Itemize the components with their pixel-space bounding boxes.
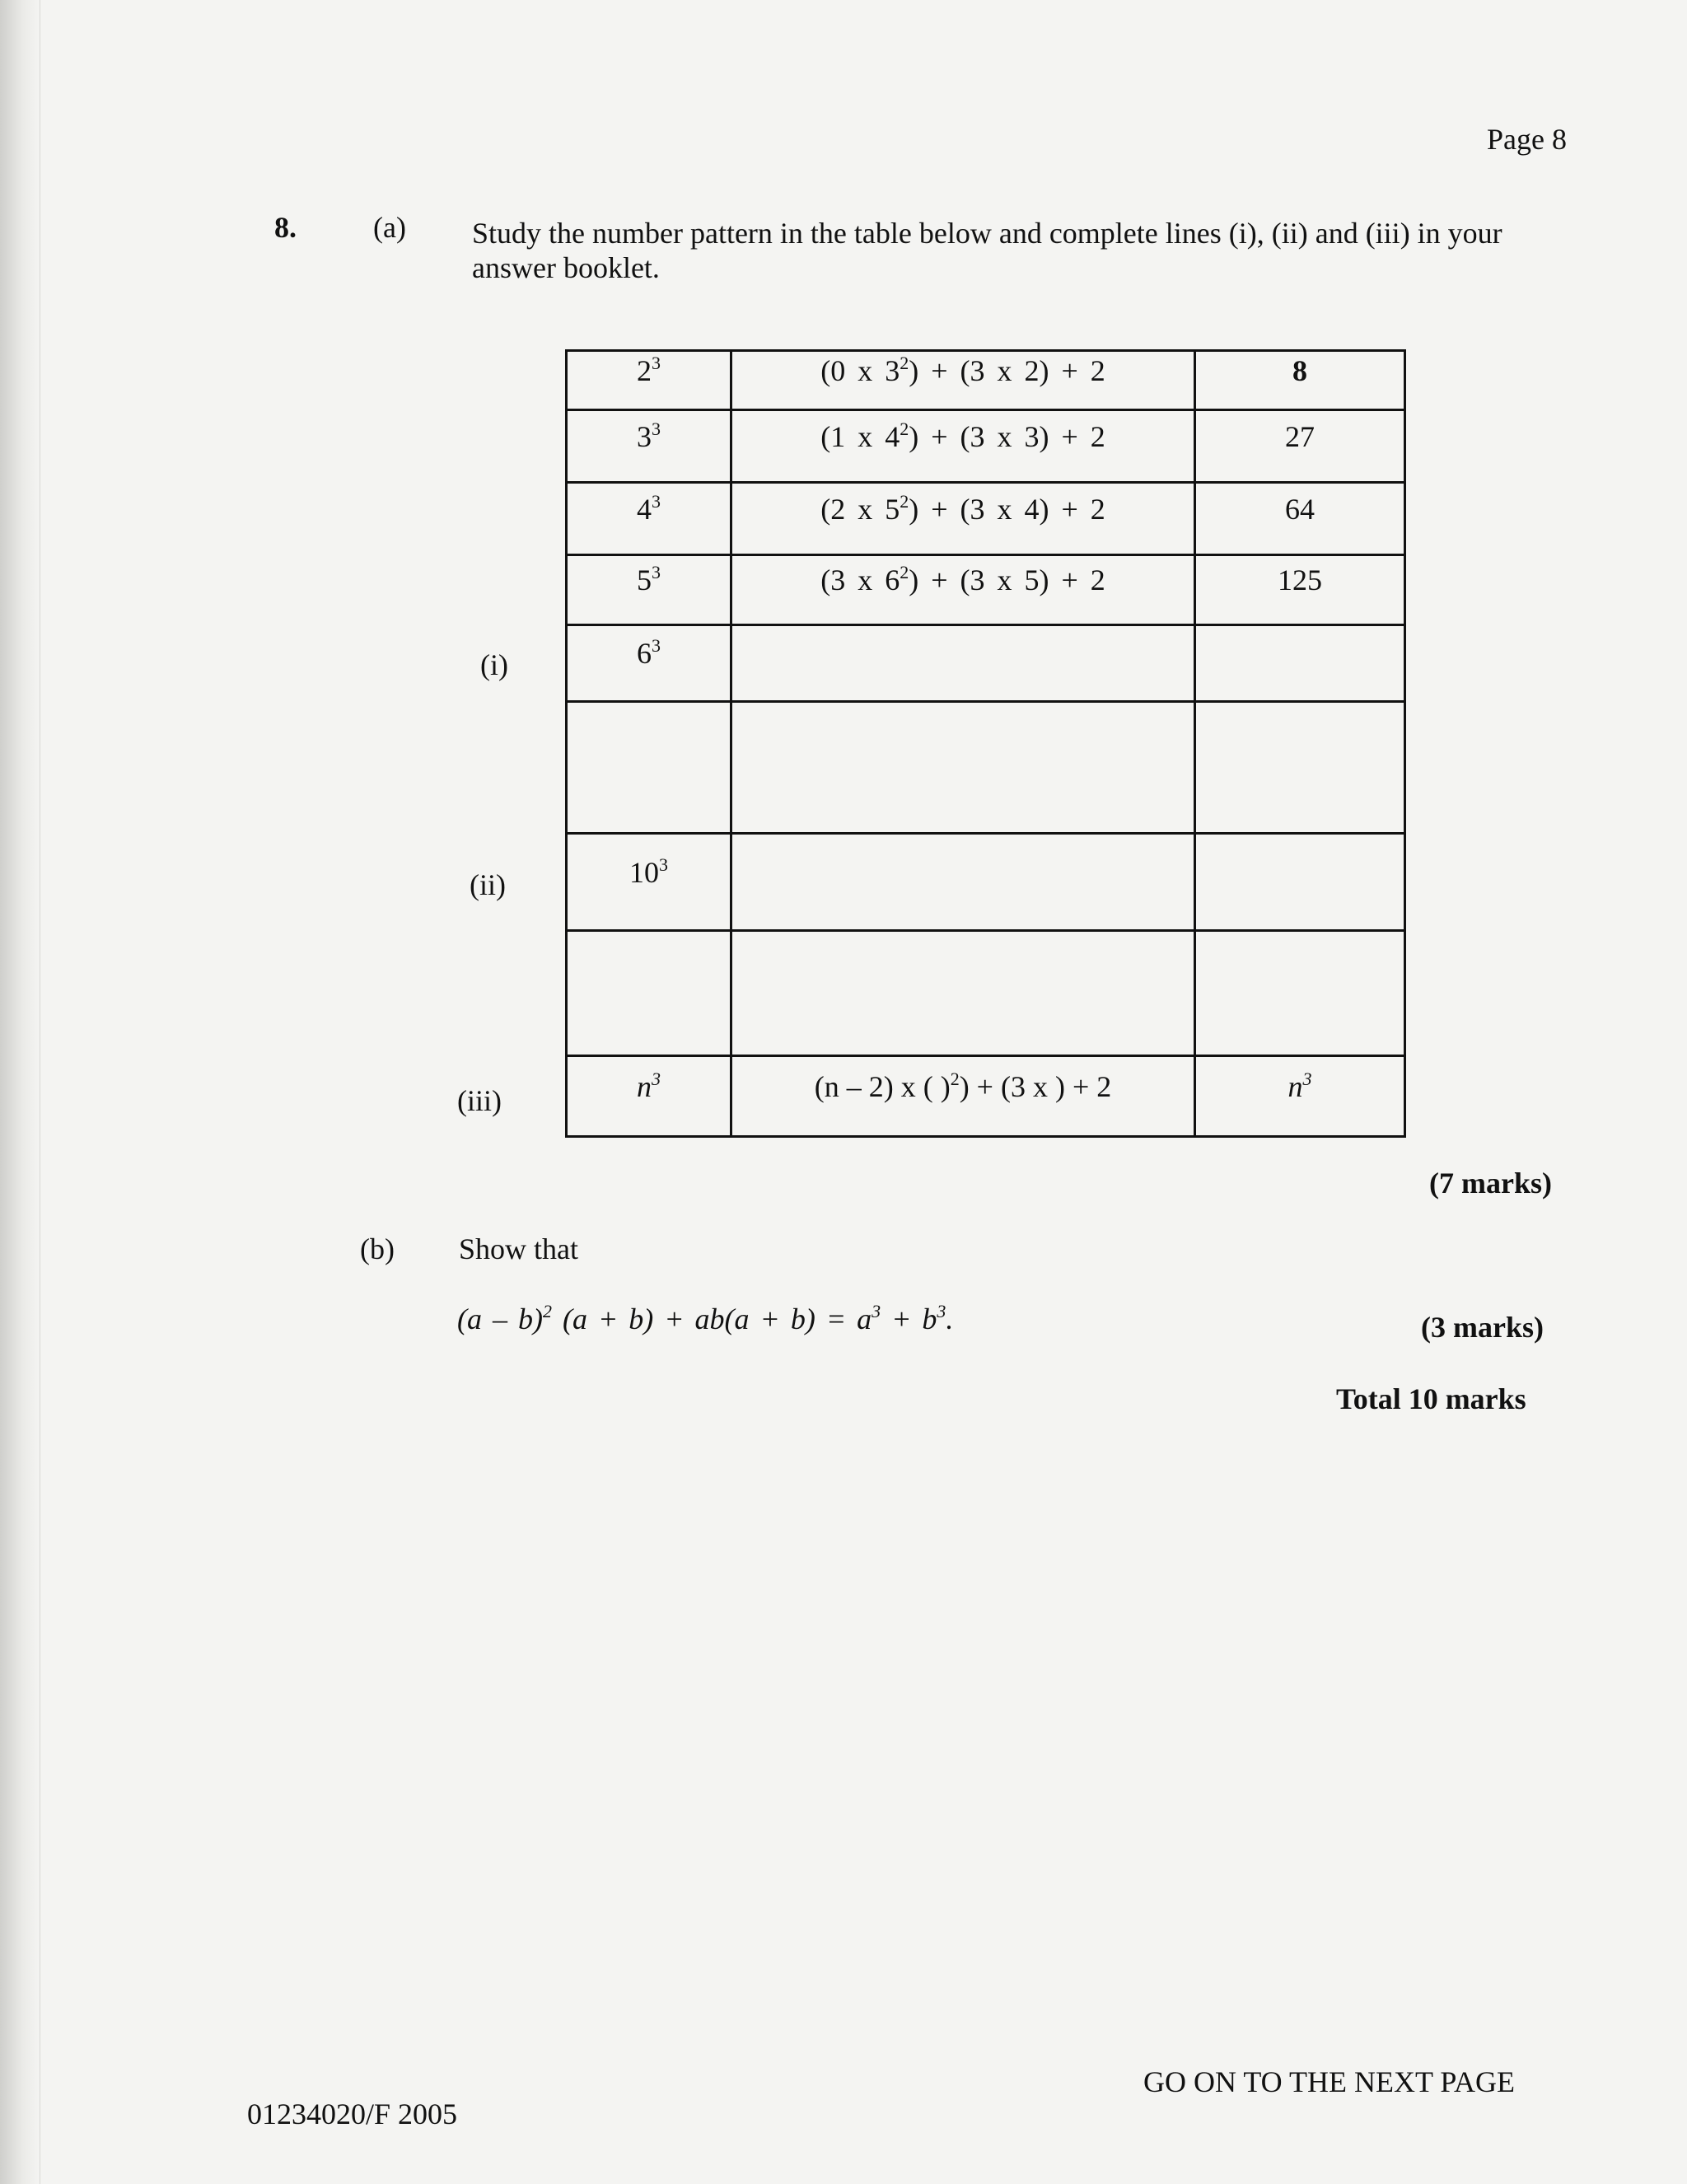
- blank-cell: [567, 702, 731, 834]
- table-row-iii: [567, 1056, 1405, 1137]
- blank-expression-cell: [731, 834, 1195, 931]
- table-row-ii: [567, 834, 1405, 931]
- marks-part-a: (7 marks): [1429, 1167, 1552, 1200]
- instruction-text: Study the number pattern in the table below and complete lines (i), (ii) and (iii) in your answer booklet.: [472, 217, 1502, 284]
- expression-cell: (3 x $6^2) + (3$ x 5) + 2: [731, 555, 1195, 625]
- result-cell: $n^3$: [1195, 1056, 1405, 1137]
- cube-cell: $10^3$: [567, 834, 731, 931]
- blank-cell: [731, 931, 1195, 1056]
- result-cell: 125: [1195, 555, 1405, 625]
- blank-cell: [731, 702, 1195, 834]
- cube-cell: $n^3$: [567, 1056, 731, 1137]
- blank-cell: [567, 931, 731, 1056]
- cube-cell: $3^3$: [567, 410, 731, 483]
- page-number: Page 8: [1487, 123, 1567, 156]
- table-row-i: [567, 625, 1405, 702]
- blank-cell: [1195, 931, 1405, 1056]
- table-row: [567, 555, 1405, 625]
- row-label-i: (i): [480, 648, 508, 681]
- result-cell: 27: [1195, 410, 1405, 483]
- identity-equation: (a – b)$^2$ $(a + b) + ab(a + b) = a^3 + b^3$.: [457, 1301, 954, 1335]
- paper-code: 01234020/F 2005: [247, 2097, 458, 2130]
- blank-cell: [1195, 702, 1405, 834]
- row-label-ii: (ii): [470, 868, 506, 901]
- table-row: [567, 351, 1405, 410]
- cube-cell: $4^3$: [567, 483, 731, 555]
- table-row-blank: [567, 931, 1405, 1056]
- expression-cell: (1 x $4^2) + (3$ x 3) + 2: [731, 410, 1195, 483]
- question-number: 8.: [274, 211, 297, 244]
- result-cell: 8: [1195, 351, 1405, 410]
- number-pattern-table: [565, 349, 1406, 1138]
- marks-part-b: (3 marks): [1421, 1311, 1544, 1344]
- expression-cell: (0 x $3^2) + (3$ x 2) + 2: [731, 351, 1195, 410]
- total-marks: Total 10 marks: [1336, 1382, 1526, 1415]
- part-b-label: (b): [360, 1232, 395, 1265]
- table-row-blank: [567, 702, 1405, 834]
- table-row: [567, 483, 1405, 555]
- expression-cell: (n – 2) x ( )$^2$) + (3 x ) + 2: [731, 1056, 1195, 1137]
- next-page-note: GO ON TO THE NEXT PAGE: [1143, 2065, 1516, 2098]
- show-that-text: Show that: [459, 1232, 579, 1265]
- expression-cell: (2 x $5^2) + (3$ x 4) + 2: [731, 483, 1195, 555]
- scanned-page-edge: [0, 0, 40, 2184]
- blank-result-cell: [1195, 834, 1405, 931]
- result-cell: 64: [1195, 483, 1405, 555]
- cube-cell: $5^3$: [567, 555, 731, 625]
- table-row: [567, 410, 1405, 483]
- cube-cell: $6^3$: [567, 625, 731, 702]
- blank-expression-cell: [731, 625, 1195, 702]
- cube-cell: $2^3$: [567, 351, 731, 410]
- part-a-label: (a): [373, 211, 406, 244]
- blank-result-cell: [1195, 625, 1405, 702]
- row-label-iii: (iii): [457, 1084, 502, 1117]
